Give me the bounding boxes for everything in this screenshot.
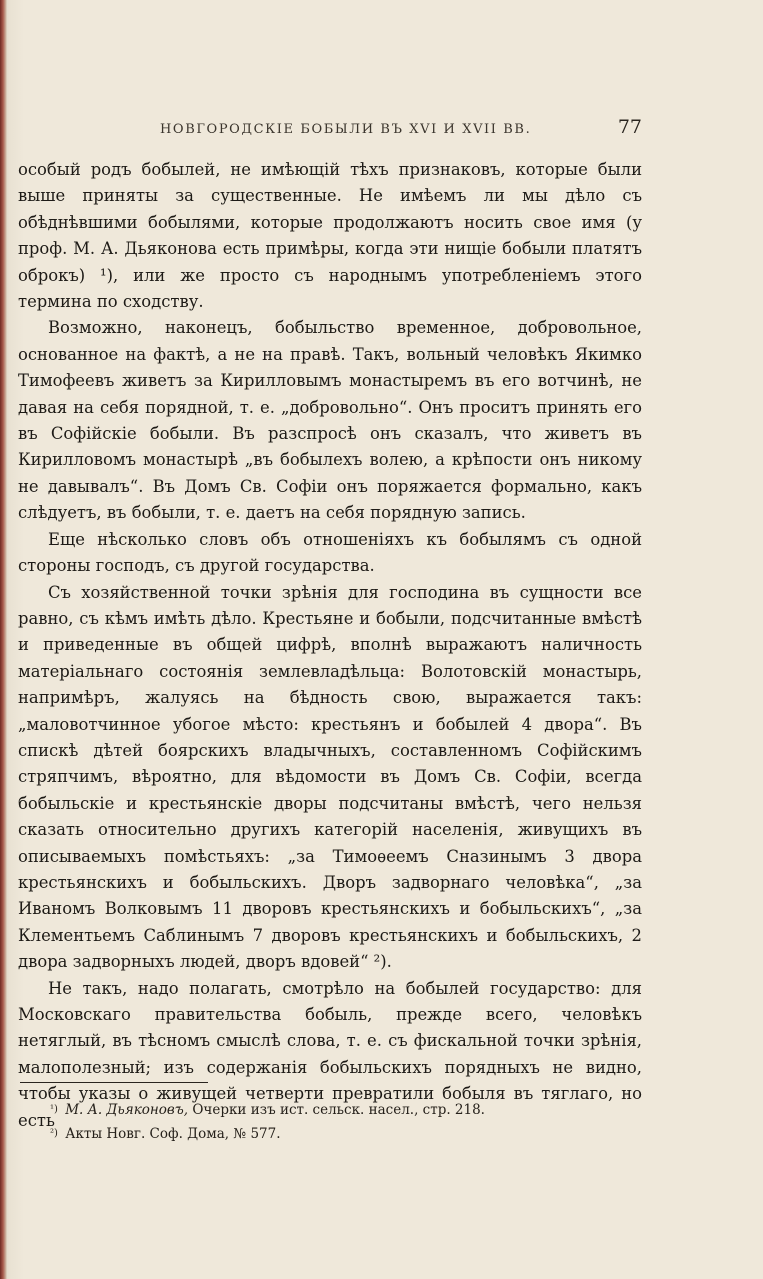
footnote-marker: ¹) xyxy=(50,1104,58,1115)
page-number: 77 xyxy=(617,116,642,138)
footnote-text: Очерки изъ ист. сельск. насел., стр. 218. xyxy=(192,1102,485,1118)
footnote-marker: ²) xyxy=(50,1128,58,1139)
page-binding-edge xyxy=(0,0,7,1279)
paragraph: Еще нѣсколько словъ объ отношеніяхъ къ бобылямъ съ одной стороны господъ, съ другой государства. xyxy=(18,529,642,576)
paragraph: Не такъ, надо полагать, смотрѣло на бобылей государство: для Московскаго правительства бобыль, прежде всего, человѣкъ нетяглый, въ тѣсномъ смыслѣ слова, т. е. съ фискальной точки зрѣнія, малополезный; изъ содержанія бобыльскихъ порядныхъ не видно, чтобы указы о живущей четверти превратили бобыля въ тяглаго, но есть xyxy=(18,978,642,1130)
running-header xyxy=(160,116,660,138)
footnote-author: М. А. Дьяконовъ, xyxy=(65,1102,189,1118)
footnote-text: Акты Новг. Соф. Дома, № 577. xyxy=(65,1126,281,1142)
footnotes xyxy=(50,1098,630,1146)
footnote-2 xyxy=(50,1122,630,1146)
paragraph: Возможно, наконецъ, бобыльство временное, добровольное, основанное на фактѣ, а не на правѣ. Такъ, вольный человѣкъ Якимко Тимофеевъ живетъ за Кирилловымъ монастыремъ въ его вотчинѣ, не давая на себя порядной, т. е. „добровольно“. Онъ проситъ принять его въ Софійскіе бобыли. Въ разспросѣ онъ сказалъ, что живетъ въ Кирилловомъ монастырѣ „въ бобылехъ волею, а крѣпости онъ никому не давывалъ“. Въ Домъ Св. Софіи онъ поряжается формально, какъ слѣдуетъ, въ бобыли, т. е. даетъ на себя порядную запись. xyxy=(18,318,642,523)
paragraph: особый родъ бобылей, не имѣющій тѣхъ признаковъ, которые были выше приняты за существенные. Не имѣемъ ли мы дѣло съ обѣднѣвшими бобылями, которые продолжаютъ носить свое имя (у проф. М. А. Дьяконова есть примѣры, когда эти нищіе бобыли платятъ оброкъ) ¹), или же просто съ народнымъ употребленіемъ этого термина по сходству. xyxy=(18,160,642,312)
footnote-separator xyxy=(20,1082,208,1083)
running-title: НОВГОРОДСКІЕ БОБЫЛИ ВЪ XVI И XVII ВВ. xyxy=(160,122,532,137)
body-text xyxy=(18,157,642,1134)
footnote-1 xyxy=(50,1098,630,1122)
paragraph: Съ хозяйственной точки зрѣнія для господина въ сущности все равно, съ кѣмъ имѣть дѣло. Крестьяне и бобыли, подсчитанные вмѣстѣ и приведенные въ общей цифрѣ, вполнѣ выражаютъ наличность матеріальнаго состоянія землевладѣльца: Волотовскій монастырь, напримѣръ, жалуясь на бѣдность свою, выражается такъ: „маловотчинное убогое мѣсто: крестьянъ и бобылей 4 двора“. Въ спискѣ дѣтей боярскихъ владычныхъ, составленномъ Софійскимъ стряпчимъ, вѣроятно, для вѣдомости въ Домъ Св. Софіи, всегда бобыльскіе и крестьянскіе дворы подсчитаны вмѣстѣ, чего нельзя сказать относительно другихъ категорій населенія, живущихъ въ описываемыхъ помѣстьяхъ: „за Тимоѳеемъ Сназинымъ 3 двора крестьянскихъ и бобыльскихъ. Дворъ задворнаго человѣка“, „за Иваномъ Волковымъ 11 дворовъ крестьянскихъ и бобыльскихъ“, „за Клементьемъ Саблинымъ 7 дворовъ крестьянскихъ и бобыльскихъ, 2 двора задворныхъ людей, дворъ вдовей“ ²). xyxy=(18,582,642,972)
